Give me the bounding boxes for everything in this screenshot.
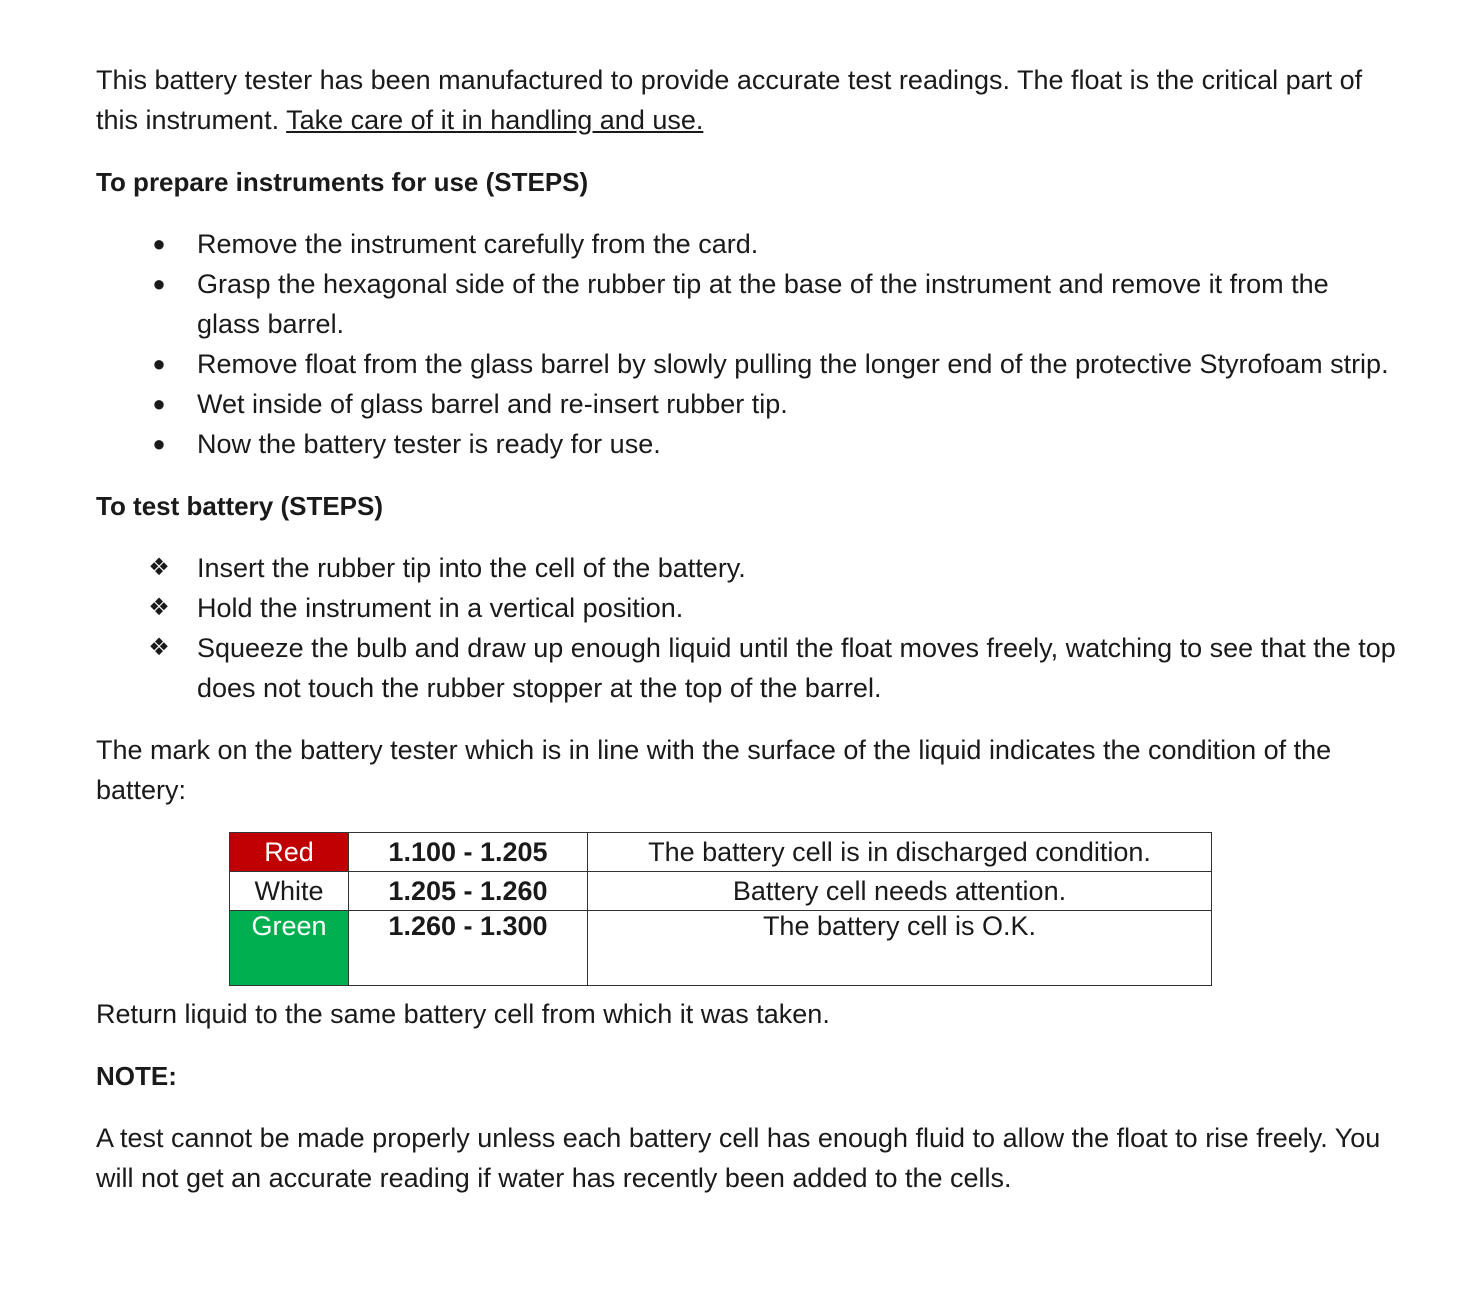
note-paragraph: A test cannot be made properly unless each battery cell has enough fluid to allow the float to rise freely. You will not get an accurate reading if water has recently been added to the cells. [96,1123,1381,1193]
bullet-icon: ● [152,431,166,456]
table-row [230,872,1212,911]
range-cell: 1.260 - 1.300 [349,911,588,986]
list-item: ❖ Insert the rubber tip into the cell of the battery. [96,548,1396,588]
bullet-icon: ● [152,391,166,416]
bullet-icon: ● [152,231,166,256]
prepare-steps-list [96,224,1396,464]
description-cell: The battery cell is O.K. [588,911,1212,986]
prepare-heading: To prepare instruments for use (STEPS) [96,167,589,197]
readings-table [229,832,1212,986]
range-cell: 1.205 - 1.260 [349,872,588,911]
intro-text: This battery tester has been manufactured to provide accurate test readings. The float is the critical part of this instrument. [96,65,1363,135]
table-row [230,911,1212,986]
bullet-icon: ● [152,271,166,296]
list-item: ● Remove float from the glass barrel by slowly pulling the longer end of the protective Styrofoam strip. [96,344,1396,384]
four-diamond-bullet-icon: ❖ [148,594,170,621]
list-item: ● Grasp the hexagonal side of the rubber tip at the base of the instrument and remove it from the glass barrel. [96,264,1396,344]
return-paragraph: Return liquid to the same battery cell from which it was taken. [96,999,830,1029]
list-item: ❖ Squeeze the bulb and draw up enough liquid until the float moves freely, watching to see that the top does not touch the rubber stopper at the top of the barrel. [96,628,1396,708]
color-cell-red: Red [230,833,349,872]
intro-paragraph [96,60,1396,140]
description-cell: Battery cell needs attention. [588,872,1212,911]
four-diamond-bullet-icon: ❖ [148,634,170,661]
list-item: ● Wet inside of glass barrel and re-insert rubber tip. [96,384,1396,424]
document-page [96,60,1396,1198]
range-cell: 1.100 - 1.205 [349,833,588,872]
bullet-icon: ● [152,351,166,376]
list-item: ● Remove the instrument carefully from the card. [96,224,1396,264]
mark-paragraph: The mark on the battery tester which is in line with the surface of the liquid indicates the condition of the battery: [96,735,1332,805]
list-item: ● Now the battery tester is ready for use. [96,424,1396,464]
four-diamond-bullet-icon: ❖ [148,554,170,581]
color-cell-white: White [230,872,349,911]
test-heading: To test battery (STEPS) [96,491,384,521]
table-row [230,833,1212,872]
description-cell: The battery cell is in discharged condition. [588,833,1212,872]
list-item: ❖ Hold the instrument in a vertical position. [96,588,1396,628]
color-cell-green: Green [230,911,349,986]
note-heading: NOTE: [96,1061,177,1091]
test-steps-list [96,548,1396,708]
intro-underlined-text: Take care of it in handling and use. [286,105,704,135]
